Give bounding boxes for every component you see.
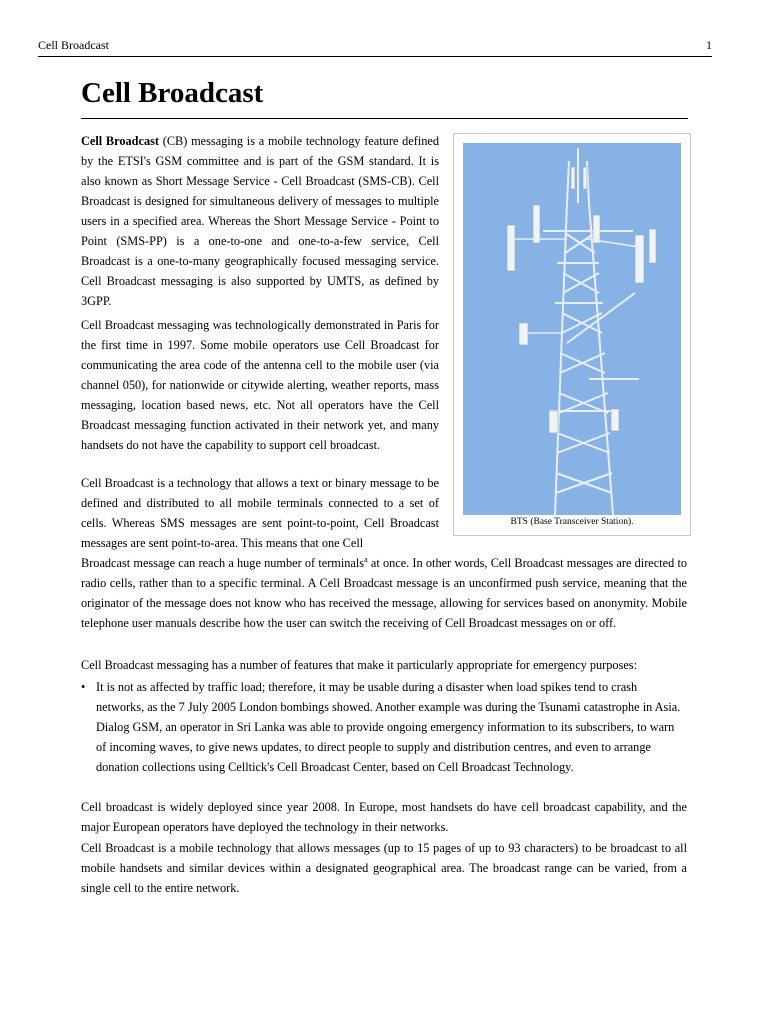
technology-text-a: Broadcast message can reach a huge number of terminals [81,556,365,570]
figure [453,133,691,536]
technology-paragraph-continued [81,553,687,633]
footnote-marker: a [364,554,368,564]
figure-caption: BTS (Base Transceiver Station). [510,517,634,527]
list-item-text: It is not as affected by traffic load; therefore, it may be usable during a disaster when load spikes tend to crash networks, as the 7 July 2005 London bombings showed. Another example was during the Tsunami catastrophe in Asia. Dialog GSM, an operator in Sri Lanka was able to provide ongoing emergency information to its subscribers, to warn of incoming waves, to give news updates, to direct people to supply and distribution centres, and even to arrange donation collections using Celltick's Cell Broadcast Center, based on Cell Broadcast Technology. [96,680,681,774]
intro-lead: Cell Broadcast [81,134,159,148]
running-header [38,37,712,57]
bullet-marker: • [81,680,86,694]
emergency-feature-list [81,677,687,777]
intro-text: (CB) messaging is a mobile technology feature defined by the ETSI's GSM committee and is part of the GSM standard. It is also known as Short Message Service - Cell Broadcast (SMS-CB). Cell Broadcast is designed for simultaneous delivery of messages to multiple users in a specified area. Whereas the Short Message Service - Point to Point (SMS-PP) is a one-to-one and one-to-a-few service, Cell Broadcast is a one-to-many geographically focused messaging service. Cell Broadcast messaging is also supported by UMTS, as defined by 3GPP. [81,134,439,308]
deployment-paragraph: Cell broadcast is widely deployed since year 2008. In Europe, most handsets do have cell broadcast capability, and the major European operators have deployed the technology in their networks. [81,800,687,834]
intro-paragraph [81,131,439,311]
history-paragraph: Cell Broadcast messaging was technologically demonstrated in Paris for the first time in 1997. Some mobile operators use Cell Broadcast for communicating the area code of the antenna cell to the mobile user (via channel 050), for nationwide or citywide alerting, weather reports, mass messaging, location based news, etc. Not all operators have the Cell Broadcast messaging function activated in their network yet, and many handsets do not have the capability to support cell broadcast. [81,318,439,452]
title-rule [81,118,688,119]
technology-text-b: at once. In other words, Cell Broadcast messages are directed to radio cells, rather than to a specific terminal. A Cell Broadcast message is an unconfirmed push service, meaning that the originator of the message does not know who has received the message, allowing for services based on anonymity. Mobile telephone user manuals describe how the user can switch the receiving of Cell Broadcast messages on or off. [81,556,688,630]
list-item [81,677,687,777]
cell-tower-photo [463,143,681,515]
page-title: Cell Broadcast [81,77,264,109]
emergency-intro-paragraph: Cell Broadcast messaging has a number of features that make it particularly appropriate for emergency purposes: [81,658,638,672]
running-title: Cell Broadcast [38,38,109,52]
capacity-paragraph: Cell Broadcast is a mobile technology that allows messages (up to 15 pages of up to 93 characters) to be broadcast to all mobile handsets and similar devices within a designated geographical area. The broadcast range can be varied, from a single cell to the entire network. [81,841,687,895]
page-number: 1 [706,38,712,52]
technology-paragraph-top: Cell Broadcast is a technology that allows a text or binary message to be defined and distributed to all mobile terminals connected to a set of cells. Whereas SMS messages are sent point-to-point, Cell Broadcast messages are sent point-to-area. This means that one Cell [81,476,439,550]
